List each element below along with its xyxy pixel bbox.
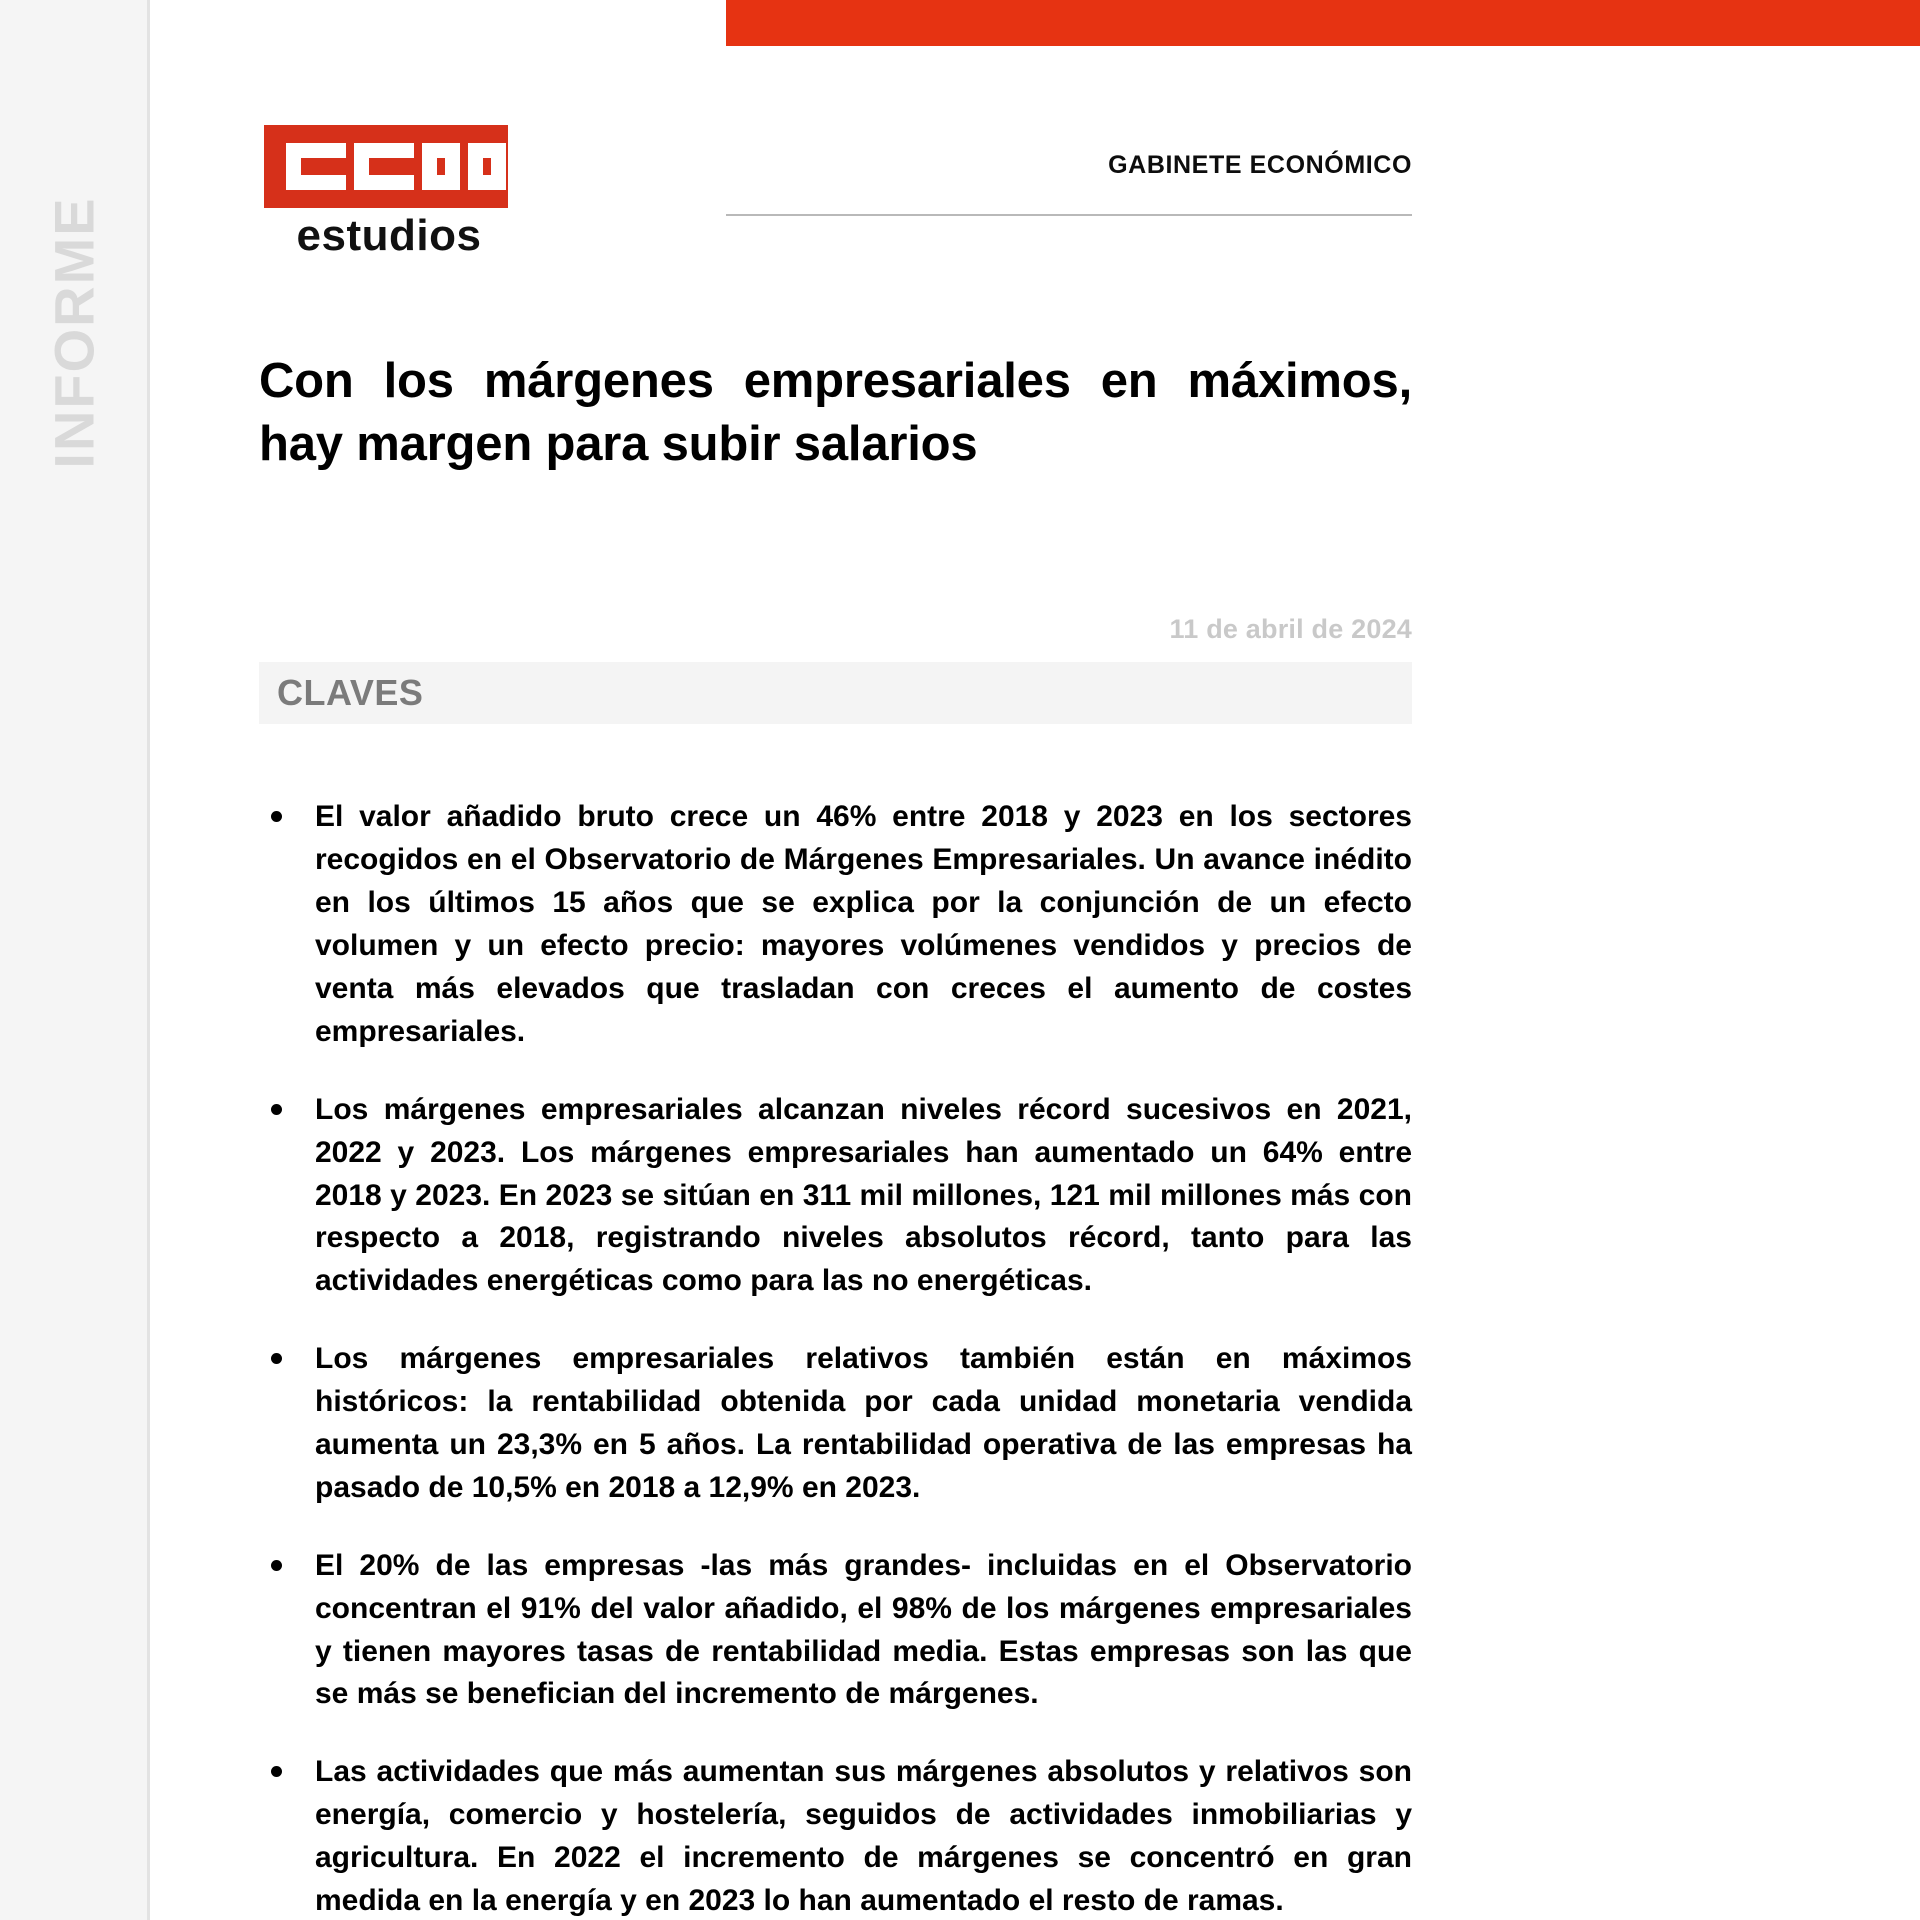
top-accent-bar: [726, 0, 1920, 46]
main-content: [259, 350, 1412, 1920]
department-label: GABINETE ECONÓMICO: [1108, 151, 1412, 179]
list-item-text: Las actividades que más aumentan sus márgenes absolutos y relativos son energía, comercio y hostelería, seguidos de actividades inmobiliarias y agricultura. En 2022 el incremento de márgenes se concentró en gran medida en la energía y en 2023 lo han aumentado el resto de ramas.: [315, 1755, 1412, 1918]
list-item: [259, 796, 1412, 1053]
list-item-text: Los márgenes empresariales relativos también están en máximos históricos: la rentabilidad obtenida por cada unidad monetaria vendida aumenta un 23,3% en 5 años. La rentabilidad operativa de las empresas ha pasado de 10,5% en 2018 a 12,9% en 2023.: [315, 1342, 1412, 1504]
bullet-icon: [271, 811, 282, 822]
gutter-divider: [147, 0, 150, 1920]
claves-section-header: [259, 662, 1412, 724]
list-item-text: Los márgenes empresariales alcanzan niveles récord sucesivos en 2021, 2022 y 2023. Los márgenes empresariales han aumentado un 64% entre 2018 y 2023. En 2023 se sitúan en 311 mil millones, 121 mil millones más con respecto a 2018, registrando niveles absolutos récord, tanto para las actividades energéticas como para las no energéticas.: [315, 1092, 1412, 1298]
ccoo-logo-icon: [264, 125, 508, 208]
left-gutter: [0, 0, 151, 1920]
header-right: [726, 152, 1412, 216]
bullet-icon: [271, 1560, 282, 1571]
informe-vertical-label: INFORME: [42, 196, 106, 469]
document-date: 11 de abril de 2024: [1169, 614, 1412, 645]
list-item: [259, 1089, 1412, 1303]
list-item: [259, 1338, 1412, 1510]
claves-section-label: CLAVES: [277, 672, 424, 714]
list-item: [259, 1751, 1412, 1920]
header-divider: [726, 214, 1412, 216]
claves-list: [259, 796, 1412, 1920]
bullet-icon: [271, 1766, 282, 1777]
page-title: [259, 350, 1412, 475]
bullet-icon: [271, 1104, 282, 1115]
bullet-icon: [271, 1353, 282, 1364]
list-item: [259, 1545, 1412, 1717]
ccoo-logo-block: [264, 125, 514, 258]
logo-subtitle: estudios: [296, 211, 482, 260]
page-title-line-1: Con los márgenes empresariales en máximos, hay: [259, 354, 1412, 471]
list-item-text: El 20% de las empresas -las más grandes- incluidas en el Observatorio concentran el 91% del valor añadido, el 98% de los márgenes empresariales y tienen mayores tasas de rentabilidad media. Estas empresas son las que se más se benefician del incremento de márgenes.: [315, 1548, 1412, 1711]
list-item-text: El valor añadido bruto crece un 46% entre 2018 y 2023 en los sectores recogidos en el Observatorio de Márgenes Empresariales. Un avance inédito en los últimos 15 años que se explica por la conjunción de un efecto volumen y un efecto precio: mayores volúmenes vendidos y precios de venta más elevados que trasladan con creces el aumento de costes empresariales.: [315, 800, 1412, 1048]
page-title-line-2: margen para subir salarios: [356, 416, 978, 471]
